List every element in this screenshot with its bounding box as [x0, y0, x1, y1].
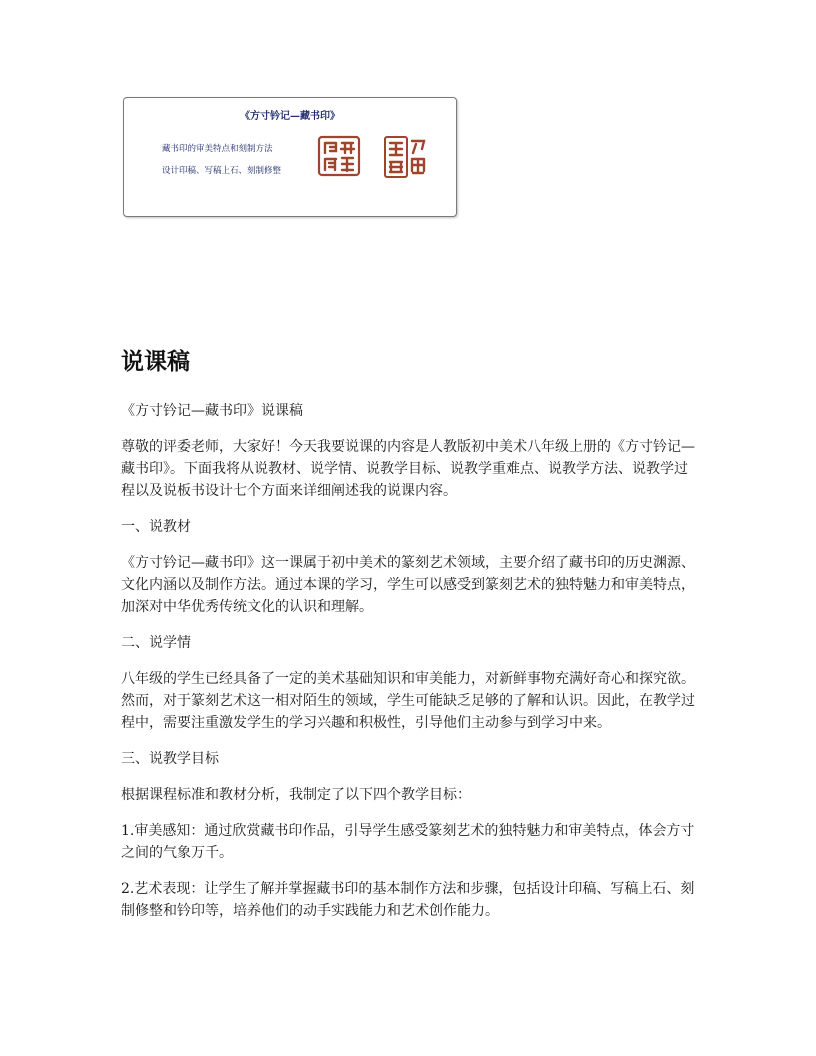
paragraph-students: 八年级的学生已经具备了一定的美术基础知识和审美能力，对新鲜事物充满好奇心和探究欲。然而，对于篆刻艺术这一相对陌生的领域，学生可能缺乏足够的了解和认识。因此，在教学过程中，需要注重激发学生的学习兴趣和积极性，引导他们主动参与到学习中来。: [121, 671, 695, 731]
slide-line-2: 设计印稿、写稿上石、刻制修整: [162, 166, 282, 176]
slide-line-1: 藏书印的审美特点和刻制方法: [162, 144, 273, 154]
section-heading-students: 二、说学情: [121, 635, 191, 651]
document-body: [121, 400, 696, 936]
slide-thumbnail: [123, 97, 457, 217]
document-title: 说课稿: [121, 349, 190, 375]
goal-item-2: 2.艺术表现：让学生了解并掌握藏书印的基本制作方法和步骤，包括设计印稿、写稿上石、刻制修整和钤印等，培养他们的动手实践能力和艺术创作能力。: [121, 881, 695, 919]
slide-title: 《方寸钤记—藏书印》: [240, 111, 340, 122]
section-heading-goals: 三、说教学目标: [121, 751, 219, 767]
paragraph-textbook: 《方寸钤记—藏书印》这一课属于初中美术的篆刻艺术领域，主要介绍了藏书印的历史渊源、文化内涵以及制作方法。通过本课的学习，学生可以感受到篆刻艺术的独特魅力和审美特点，加深对中华优秀传统文化的认识和理解。: [121, 555, 695, 615]
doc-subtitle: 《方寸钤记—藏书印》说课稿: [121, 403, 303, 419]
paragraph-intro: 尊敬的评委老师，大家好！今天我要说课的内容是人教版初中美术八年级上册的《方寸钤记—藏书印》。下面我将从说教材、说学情、说教学目标、说教学重难点、说教学方法、说教学过程以及说板书设计七个方面来详细阐述我的说课内容。: [121, 439, 695, 499]
goal-item-1: 1.审美感知：通过欣赏藏书印作品，引导学生感受篆刻艺术的独特魅力和审美特点，体会方寸之间的气象万千。: [121, 823, 695, 861]
seal-stamp-2-icon: [383, 135, 429, 179]
section-heading-textbook: 一、说教材: [121, 519, 191, 535]
paragraph-goals-intro: 根据课程标准和教材分析，我制定了以下四个教学目标：: [121, 787, 471, 803]
seal-stamp-1-icon: [317, 135, 361, 177]
